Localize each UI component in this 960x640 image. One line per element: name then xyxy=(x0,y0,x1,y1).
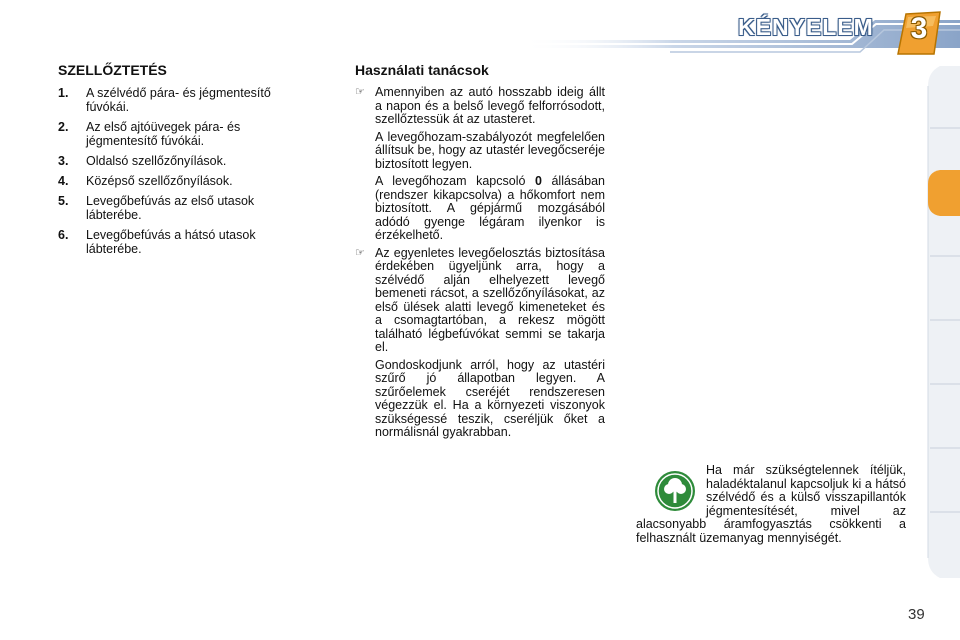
tips-body xyxy=(355,86,605,444)
tree-icon xyxy=(654,470,696,512)
chapter-number: 3 xyxy=(910,12,928,45)
tip-paragraph xyxy=(355,359,605,440)
page-header-title: KÉNYELEM xyxy=(738,14,874,40)
list-item xyxy=(58,174,308,188)
switch-position-value: 0 xyxy=(534,174,542,188)
tip-text: Gondoskodjunk arról, hogy az utastéri szűrő jó állapotban legyen. A szűrőelemek cseréjét rendszeresen végezzük el. Ha a környezeti viszonyok szükségessé teszik, cseréljük őket a normálisnál gyakrabban. xyxy=(375,357,605,439)
item-number: 6. xyxy=(58,228,69,242)
item-number: 2. xyxy=(58,120,69,134)
item-text: Oldalsó szellőzőnyílások. xyxy=(86,154,227,168)
tip-paragraph xyxy=(355,247,605,355)
item-number: 4. xyxy=(58,174,69,188)
pointing-hand-icon: ☞ xyxy=(355,86,365,98)
tip-paragraph xyxy=(355,86,605,127)
tip-text-part: A levegőhozam kapcsoló xyxy=(375,174,526,188)
item-number: 3. xyxy=(58,154,69,168)
tip-text xyxy=(375,175,605,243)
item-text: Levegőbefúvás az első utasok lábterébe. xyxy=(86,194,255,222)
tip-paragraph xyxy=(355,175,605,243)
item-text: A szélvédő pára- és jégmentesítő fúvókái. xyxy=(86,86,271,114)
list-item xyxy=(58,228,308,256)
chapter-tab-rail[interactable] xyxy=(926,66,960,578)
tip-text-part: állásában (rendszer kikapcsolva) a hőkomfort nem biztosított. A gépjármű mozgásából adódó gyenge légáram ilyenkor is érzékelhető. xyxy=(375,174,605,242)
item-text: Levegőbefúvás a hátsó utasok lábterébe. xyxy=(86,228,256,256)
item-number: 5. xyxy=(58,194,69,208)
section-title: SZELLŐZTETÉS xyxy=(58,62,167,78)
item-text: Az első ajtóüvegek pára- és jégmentesítő fúvókái. xyxy=(86,120,241,148)
page-number: 39 xyxy=(908,606,925,623)
vent-legend-list xyxy=(58,86,308,262)
eco-tip-text: Ha már szükségtelennek ítéljük, haladéktalanul kapcsoljuk ki a hátsó szélvédő és a külső visszapillantók jégmentesítését, mivel az alacsonyabb áramfogyasztás csökkenti a felhasznált üzemanyag mennyiségét. xyxy=(636,463,906,545)
list-item xyxy=(58,120,308,148)
item-text: Középső szellőzőnyílások. xyxy=(86,174,233,188)
list-item xyxy=(58,154,308,168)
tips-title: Használati tanácsok xyxy=(355,62,489,78)
tip-paragraph xyxy=(355,131,605,172)
tip-text: A levegőhozam-szabályozót megfelelően állítsuk be, hogy az utastér levegőcseréje biztosított legyen. xyxy=(375,129,605,171)
pointing-hand-icon: ☞ xyxy=(355,246,365,259)
tip-text: Amennyiben az autó hosszabb ideig állt a napon és a belső levegő felforrósodott, szellőztessük át az utasteret. xyxy=(375,85,605,126)
list-item xyxy=(58,86,308,114)
list-item xyxy=(58,194,308,222)
item-number: 1. xyxy=(58,86,69,100)
tip-text: Az egyenletes levegőelosztás biztosítása érdekében ügyeljünk arra, hogy a szélvédő alján elhelyezett levegő bemeneti rácsot, a szellőzőnyílásokat, az első ülések alatti levegő kimeneteket és a csomagtartóban, a rekesz mögött található légbefúvókat semmi se takarja el. xyxy=(375,245,605,354)
